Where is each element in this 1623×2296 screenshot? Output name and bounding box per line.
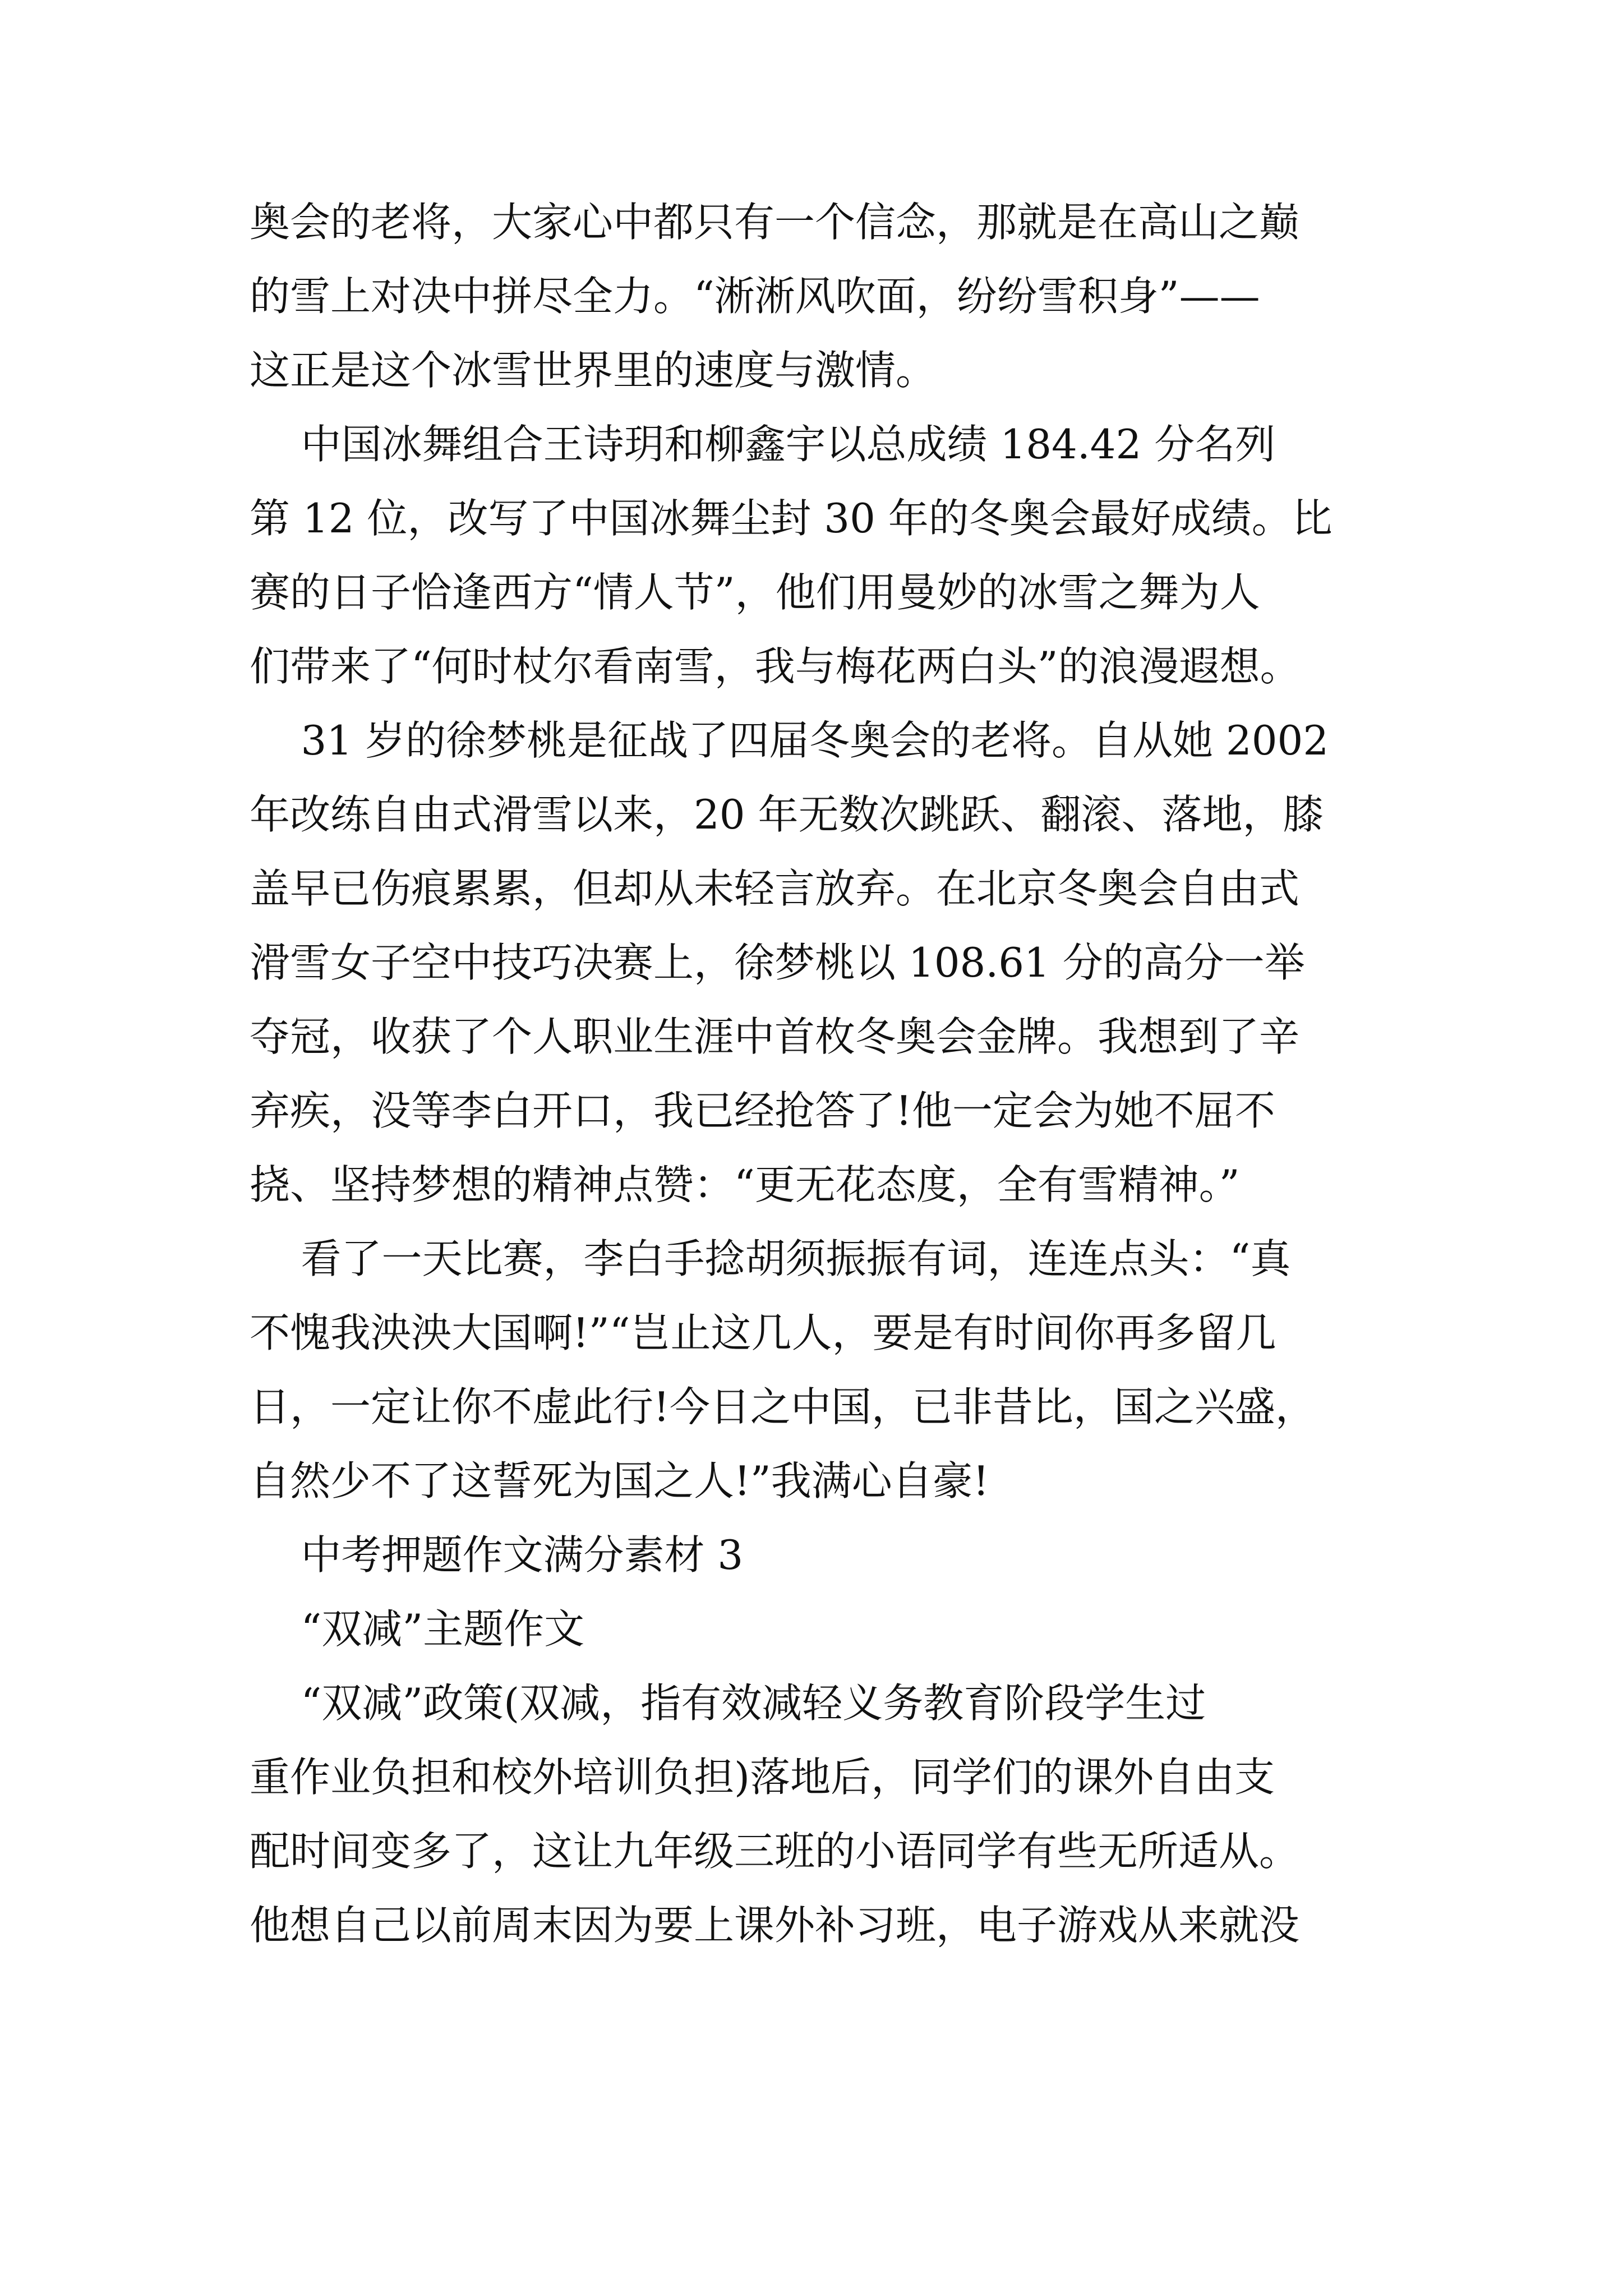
text-line: 配时间变多了，这让九年级三班的小语同学有些无所适从。 <box>250 1828 1300 1875</box>
text-line: 奥会的老将，大家心中都只有一个信念，那就是在高山之巅 <box>250 199 1300 246</box>
text-line: “双减”政策(双减，指有效减轻义务教育阶段学生过 <box>250 1680 1206 1727</box>
text-line: 他想自己以前周末因为要上课外补习班，电子游戏从来就没 <box>250 1902 1300 1949</box>
text-line: 31 岁的徐梦桃是征战了四届冬奥会的老将。自从她 2002 <box>250 717 1329 764</box>
text-line: 盖早已伤痕累累，但却从未轻言放弃。在北京冬奥会自由式 <box>250 865 1300 912</box>
text-line: 夺冠，收获了个人职业生涯中首枚冬奥会金牌。我想到了辛 <box>250 1013 1300 1060</box>
text-line: 重作业负担和校外培训负担)落地后，同学们的课外自由支 <box>250 1754 1275 1801</box>
text-line: 的雪上对决中拼尽全力。“淅淅风吹面，纷纷雪积身”—— <box>250 273 1260 320</box>
section-subheading: “双减”主题作文 <box>250 1605 585 1653</box>
text-line: 第 12 位，改写了中国冰舞尘封 30 年的冬奥会最好成绩。比 <box>250 495 1332 542</box>
text-line: 看了一天比赛，李白手捻胡须振振有词，连连点头：“真 <box>250 1235 1291 1282</box>
text-line: 们带来了“何时杖尔看南雪，我与梅花两白头”的浪漫遐想。 <box>250 643 1301 690</box>
text-line: 弃疾，没等李白开口，我已经抢答了!他一定会为她不屈不 <box>250 1087 1275 1134</box>
text-line: 赛的日子恰逢西方“情人节”，他们用曼妙的冰雪之舞为人 <box>250 569 1260 616</box>
text-line: 这正是这个冰雪世界里的速度与激情。 <box>250 347 937 394</box>
text-line: 日，一定让你不虚此行!今日之中国，已非昔比，国之兴盛， <box>250 1383 1316 1430</box>
body-text <box>250 185 1405 1962</box>
text-line: 自然少不了这誓死为国之人!”我满心自豪! <box>250 1457 989 1504</box>
text-line: 挠、坚持梦想的精神点赞：“更无花态度，全有雪精神。” <box>250 1161 1240 1208</box>
text-line: 年改练自由式滑雪以来，20 年无数次跳跃、翻滚、落地，膝 <box>250 791 1324 838</box>
text-line: 中国冰舞组合王诗玥和柳鑫宇以总成绩 184.42 分名列 <box>250 421 1276 468</box>
text-line: 滑雪女子空中技巧决赛上，徐梦桃以 108.61 分的高分一举 <box>250 939 1305 986</box>
section-heading: 中考押题作文满分素材 3 <box>250 1531 744 1579</box>
text-line: 不愧我泱泱大国啊!”“岂止这几人，要是有时间你再多留几 <box>250 1309 1276 1356</box>
